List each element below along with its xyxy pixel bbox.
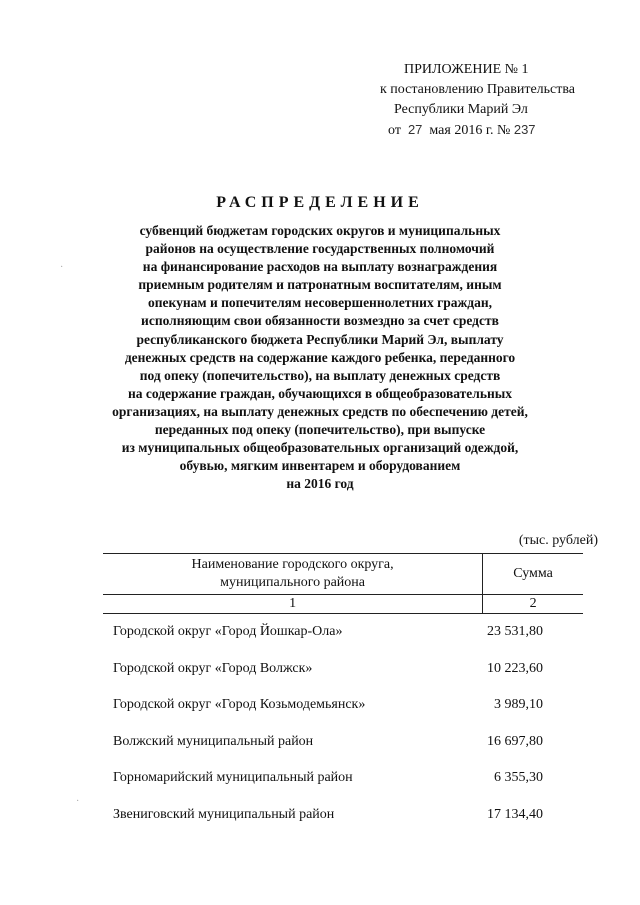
- table-row: [113, 807, 543, 844]
- row-sum: 10 223,60: [487, 660, 543, 676]
- appendix-resolution: к постановлению Правительства: [380, 82, 576, 97]
- subtitle-line: денежных средств на содержание каждого ребенка, переданного: [124, 349, 516, 365]
- subtitle-line: республиканского бюджета Республики Марий Эл, выплату: [136, 331, 504, 347]
- subtitle-line: обувью, мягким инвентарем и оборудованием: [179, 458, 461, 474]
- table-row: [113, 770, 543, 807]
- distribution-table-header: [103, 553, 583, 614]
- row-name: Горномарийский муниципальный район: [113, 770, 353, 785]
- date-prefix: от: [388, 123, 401, 138]
- row-name: Городской округ «Город Йошкар-Ола»: [113, 624, 343, 639]
- subtitle-line: исполняющим свои обязанности возмездно за счет средств: [141, 313, 499, 329]
- subtitle-line: на финансирование расходов на выплату вознаграждения: [142, 259, 498, 275]
- row-sum: 6 355,30: [494, 770, 543, 785]
- column-header-sum: Сумма: [483, 554, 583, 595]
- subtitle-line: на 2016 год: [286, 476, 354, 492]
- table-row: [113, 624, 543, 661]
- appendix-republic: Республики Марий Эл: [394, 102, 528, 117]
- subtitle-line: районов на осуществление государственных полномочий: [145, 241, 495, 257]
- table-row: [113, 661, 543, 698]
- units-label: (тыс. рублей): [518, 533, 598, 548]
- row-name: Звениговский муниципальный район: [113, 806, 335, 822]
- subtitle-line: субвенций бюджетам городских округов и муниципальных: [139, 223, 501, 238]
- column-header-name-line1: Наименование городского округа,: [191, 557, 394, 572]
- document-title: РАСПРЕДЕЛЕНИЕ: [216, 194, 424, 211]
- distribution-rows: [113, 624, 543, 843]
- table-row: [113, 734, 543, 771]
- resolution-number: 237: [513, 122, 536, 137]
- subtitle-line: организациях, на выплату денежных средств по обеспечению детей,: [112, 403, 528, 419]
- row-name: Городской округ «Город Козьмодемьянск»: [113, 697, 366, 712]
- date-day: 27: [407, 122, 423, 137]
- subtitle-line: из муниципальных общеобразовательных организаций одеждой,: [121, 440, 519, 456]
- row-name: Волжский муниципальный район: [113, 733, 314, 749]
- subtitle-line: приемным родителям и патронатным воспитателям, иным: [138, 277, 502, 293]
- row-sum: 23 531,80: [487, 624, 543, 639]
- subtitle-line: на содержание граждан, обучающихся в общеобразовательных: [127, 385, 513, 401]
- row-sum: 3 989,10: [494, 697, 543, 712]
- column-number-1: 1: [103, 595, 483, 614]
- column-number-2: 2: [483, 595, 583, 614]
- scan-speck: ·: [60, 262, 64, 273]
- subtitle-line: опекунам и попечителям несовершеннолетних граждан,: [148, 295, 492, 311]
- row-sum: 16 697,80: [487, 733, 543, 749]
- scan-speck: ·: [76, 796, 80, 807]
- row-sum: 17 134,40: [487, 806, 543, 822]
- appendix-header: [380, 60, 620, 141]
- column-header-name-line2: муниципального района: [220, 575, 365, 590]
- appendix-date-line: [380, 120, 620, 141]
- column-header-name: [103, 554, 483, 595]
- appendix-title: ПРИЛОЖЕНИЕ № 1: [404, 62, 529, 77]
- subtitle-line: переданных под опеку (попечительство), при выпуске: [154, 422, 486, 438]
- table-row: [113, 697, 543, 734]
- row-name: Городской округ «Город Волжск»: [113, 660, 313, 676]
- document-subtitle: [90, 222, 550, 493]
- subtitle-line: под опеку (попечительство), на выплату денежных средств: [139, 367, 501, 383]
- date-middle: мая 2016 г. №: [429, 123, 511, 138]
